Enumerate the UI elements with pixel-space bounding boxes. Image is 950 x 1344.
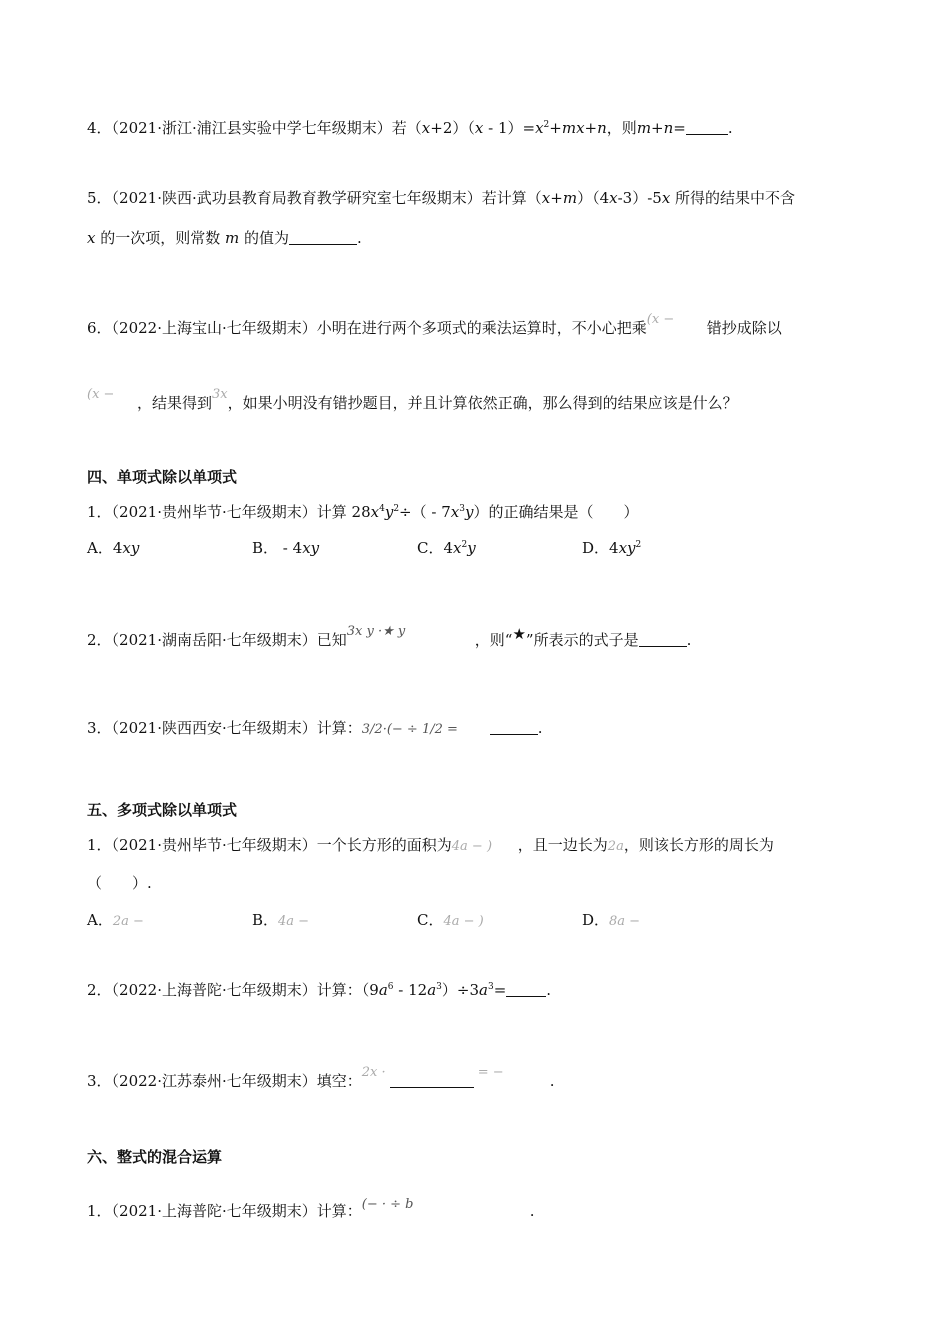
star-icon: ★ (512, 625, 526, 643)
formula-image: 2a (607, 839, 624, 854)
answer-blank (686, 119, 728, 135)
question-3-5-cont: x 的一次项，则常数 m 的值为 . (87, 229, 362, 247)
question-5-1: 1．（2021·贵州毕节·七年级期末）一个长方形的面积为4a − ) ，且一边长为2a，则该长方形的周长为 (87, 835, 774, 857)
question-3-6: 6．（2022·上海宝山·七年级期末）小明在进行两个多项式的乘法运算时，不小心把乘(x − 错抄成除以 (87, 312, 782, 337)
question-5-3: 3．（2022·江苏泰州·七年级期末）填空：2x · = − . (87, 1065, 555, 1090)
question-3-5: 5．（2021·陕西·武功县教育局教育教学研究室七年级期末）若计算（x+m）（4x-3）-5x 所得的结果中不含 (87, 189, 796, 207)
option-a[interactable]: A．4xy (87, 539, 140, 557)
question-3-6-cont: (x − ，结果得到3x，如果小明没有错抄题目，并且计算依然正确，那么得到的结果应该是什么？ (87, 387, 738, 412)
answer-blank (506, 981, 546, 997)
answer-blank (390, 1072, 474, 1088)
option-d[interactable]: D．$4xy^2$ (582, 539, 642, 557)
section-4-title: 四、单项式除以单项式 (87, 468, 238, 486)
formula-image: 3x (212, 387, 228, 402)
formula-image: 3/2·(− ÷ 1/2 = (361, 722, 458, 737)
question-3-4: 4．（2021·浙江·浦江县实验中学七年级期末）若$(x+2)(x - 1)=x^2+mx+n$，则m+n= . (87, 119, 733, 137)
question-4-3: 3．（2021·陕西西安·七年级期末）计算：3/2·(− ÷ 1/2 = . (87, 718, 543, 740)
question-4-2: 2．（2021·湖南岳阳·七年级期末）已知3x y ·★ y ，则“★”所表示的式子是 . (87, 624, 692, 649)
option-d[interactable]: D．8a − (582, 911, 641, 929)
question-4-1: 1．（2021·贵州毕节·七年级期末）计算 $28x^4y^2\div( - 7x^3y)$的正确结果是（ ） (87, 503, 639, 521)
section-6-title: 六、整式的混合运算 (87, 1148, 223, 1166)
formula-image: 2x · (361, 1065, 386, 1080)
question-5-1-cont: （ ）. (87, 874, 152, 892)
formula-image: = − (477, 1065, 504, 1080)
option-c[interactable]: C．4a − ) (417, 911, 484, 929)
formula-image: (x − (646, 312, 675, 327)
question-6-1: 1．（2021·上海普陀·七年级期末）计算：(− · ÷ b . (87, 1197, 535, 1220)
formula-image: 3x y ·★ y (346, 624, 406, 639)
option-a[interactable]: A．2a − (87, 911, 144, 929)
option-c[interactable]: C．$4x^2y$ (417, 539, 476, 557)
section-5-title: 五、多项式除以单项式 (87, 801, 238, 819)
question-5-2: 2．（2022·上海普陀·七年级期末）计算：$(9a^6 - 12a^3)\div 3a^3=$ . (87, 981, 552, 999)
option-b[interactable]: B． - 4xy (252, 539, 320, 557)
formula-image: (− · ÷ b (361, 1197, 414, 1212)
answer-blank (639, 631, 687, 647)
formula-image: 4a − ) (451, 839, 493, 854)
answer-blank (289, 229, 357, 245)
answer-blank (490, 719, 538, 735)
formula-image: (x − (87, 387, 115, 402)
option-b[interactable]: B．4a − (252, 911, 310, 929)
